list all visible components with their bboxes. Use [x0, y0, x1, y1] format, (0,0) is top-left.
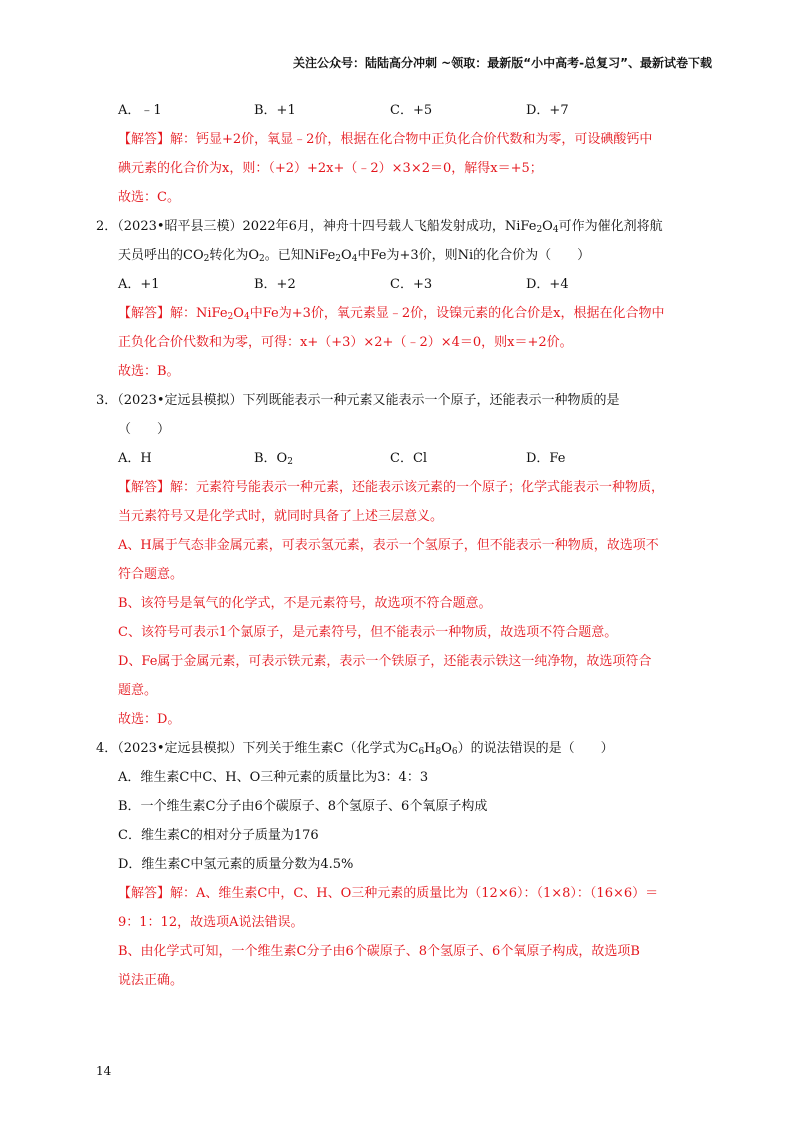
q3-answer-line: 当元素符号又是化学式时，就同时具备了上述三层意义。 — [118, 509, 444, 524]
q4-option-a: A．维生素C中C、H、O三种元素的质量比为3：4：3 — [118, 770, 429, 785]
q3-answer-line: C、该符号可表示1个氯原子，是元素符号，但不能表示一种物质，故选项不符合题意。 — [118, 625, 618, 640]
q2-stem-line2: 天员呼出的$CO_2$转化为$O_2$。已知$NiFe_2O_4$中Fe为+3价，则Ni的化合价为（ ） — [118, 248, 591, 264]
q3-answer-line: 题意。 — [118, 683, 158, 698]
q3-answer-line: A、H属于气态非金属元素，可表示氢元素，表示一个氢原子，但不能表示一种物质，故选项不 — [118, 538, 659, 553]
q3-answer-line: 【解答】解：元素符号能表示一种元素，还能表示该元素的一个原子；化学式能表示一种物质， — [118, 480, 665, 495]
q4-answer-line: 【解答】解：A、维生素C中，C、H、O三种元素的质量比为（12×6）：（1×8）：（16×6）＝ — [118, 886, 659, 901]
q2-stem-line1: 2．（2023•昭平县三模）2022年6月，神舟十四号载人飞船发射成功，$NiFe_2O_4$可作为催化剂将航 — [96, 219, 663, 235]
q2-option-d: D．+4 — [526, 277, 569, 292]
page-content — [96, 96, 716, 995]
q4-option-b: B．一个维生素C分子由6个碳原子、8个氢原子、6个氧原子构成 — [118, 799, 488, 814]
q4-option-d: D．维生素C中氢元素的质量分数为4.5% — [118, 857, 354, 872]
q1-answer-line: 【解答】解：钙显+2价，氧显﹣2价，根据在化合物中正负化合价代数和为零，可设碘酸钙中 — [118, 132, 653, 147]
q4-answer-line: 说法正确。 — [118, 973, 184, 988]
q4-option-c: C．维生素C的相对分子质量为176 — [118, 828, 319, 843]
q1-option-d: D．+7 — [526, 103, 569, 118]
q2-answer-line: 【解答】解：$NiFe_2O_4$中Fe为+3价，氧元素显﹣2价，设镍元素的化合价是x，根据在化合物中 — [118, 306, 665, 322]
q3-stem-line2: （ ） — [118, 422, 171, 437]
q2-options — [96, 270, 716, 299]
q3-answer-line: B、该符号是氧气的化学式，不是元素符号，故选项不符合题意。 — [118, 596, 492, 611]
q3-option-d: D．Fe — [526, 451, 566, 466]
q1-option-b: B．+1 — [254, 103, 296, 118]
q3-answer-line: 符合题意。 — [118, 567, 184, 582]
q3-stem-line1: 3．（2023•定远县模拟）下列既能表示一种元素又能表示一个原子，还能表示一种物质的是 — [96, 393, 620, 408]
q1-option-c: C．+5 — [390, 103, 433, 118]
q1-answer-line: 碘元素的化合价为x，则：（+2）+2x+（﹣2）×3×2＝0，解得x＝+5； — [118, 161, 543, 176]
q2-answer-line: 故选：B。 — [118, 364, 180, 379]
q4-answer-line: B、由化学式可知，一个维生素C分子由6个碳原子、8个氢原子、6个氧原子构成，故选项B — [118, 944, 640, 959]
q2-answer-line: 正负化合价代数和为零，可得：x+（+3）×2+（﹣2）×4＝0，则x＝+2价。 — [118, 335, 573, 350]
q2-option-b: B．+2 — [254, 277, 296, 292]
page-number: 14 — [96, 1064, 112, 1078]
page-header: 关注公众号：陆陆高分冲刺 ~领取：最新版“小中高考-总复习”、最新试卷下载 — [293, 56, 712, 70]
q3-options — [96, 444, 716, 473]
q3-option-b: B．$O_2$ — [254, 451, 293, 467]
q3-option-a: A．H — [118, 451, 152, 466]
q4-answer-line: 9：1：12，故选项A说法错误。 — [118, 915, 304, 930]
q4-stem-line1: 4．（2023•定远县模拟）下列关于维生素C（化学式为$C_6H_8O_6$）的说法错误的是（ ） — [96, 741, 614, 757]
q2-option-c: C．+3 — [390, 277, 433, 292]
q2-option-a: A．+1 — [118, 277, 160, 292]
q1-option-a: A．﹣1 — [118, 103, 162, 118]
q3-option-c: C．Cl — [390, 451, 428, 466]
q1-options — [96, 96, 716, 125]
q1-answer-line: 故选：C。 — [118, 190, 180, 205]
q3-answer-line: 故选：D。 — [118, 712, 181, 727]
q3-answer-line: D、Fe属于金属元素，可表示铁元素，表示一个铁原子，还能表示铁这一纯净物，故选项符合 — [118, 654, 652, 669]
